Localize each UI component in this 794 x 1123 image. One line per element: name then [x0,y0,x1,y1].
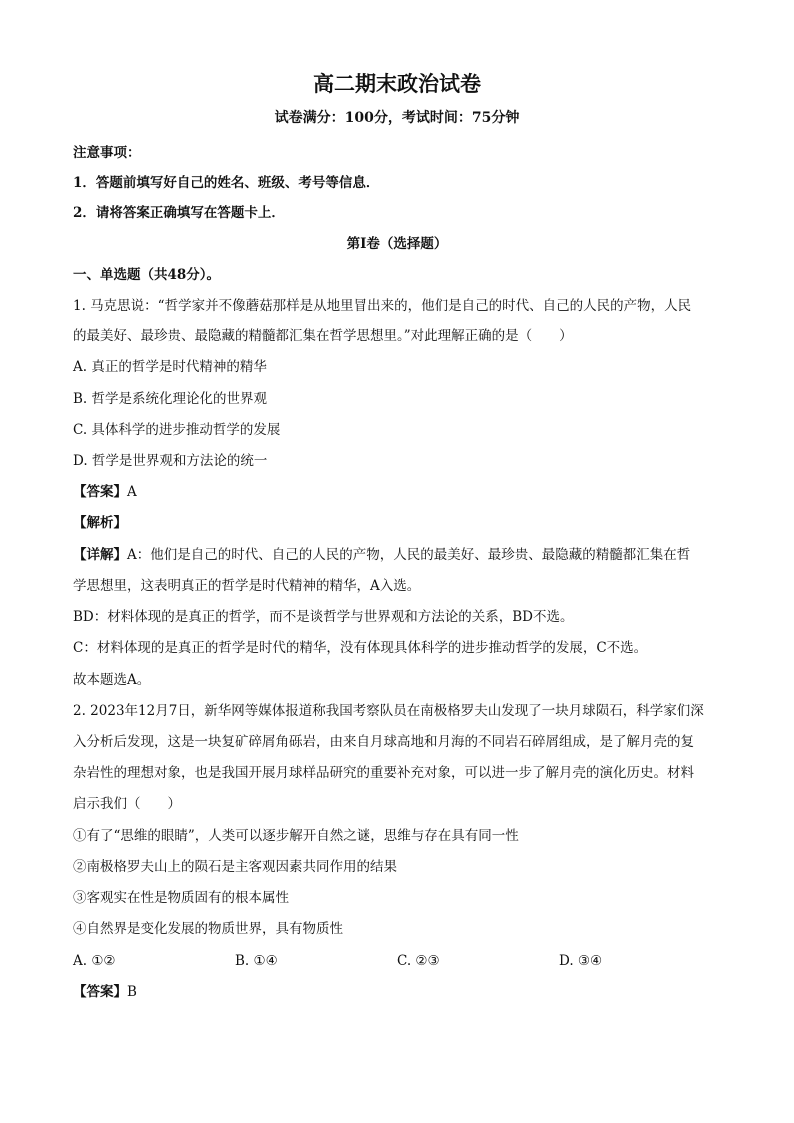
q1-option-c: C. 具体科学的进步推动哲学的发展 [73,422,281,438]
q2-option-d: D. ③④ [559,953,603,969]
volume-heading: 第I卷（选择题） [346,236,448,252]
detail-tag: 【详解】 [73,547,127,563]
analysis-tag: 【解析】 [73,515,127,531]
q1-option-b: B. 哲学是系统化理论化的世界观 [73,391,268,407]
q2-stem-line: 入分析后发现，这是一块复矿碎屑角砾岩，由来自月球高地和月海的不同岩石碎屑组成，是了解月壳的复 [73,734,694,750]
q2-statement: ②南极格罗夫山上的陨石是主客观因素共同作用的结果 [73,859,397,875]
answer-value: B [127,984,137,1000]
q1-detail-line [73,545,724,565]
answer-tag: 【答案】 [73,484,127,500]
q1-conclusion: 故本题选A。 [73,672,151,688]
q1-detail-line: C：材料体现的是真正的哲学是时代的精华，没有体现具体科学的进步推动哲学的发展，C不选。 [73,640,648,656]
answer-value: A [127,484,137,500]
q2-stem-line: 2. 2023年12月7日，新华网等媒体报道称我国考察队员在南极格罗夫山发现了一块月球陨石，科学家们深 [73,703,704,719]
notice-item: 2．请将答案正确填写在答题卡上． [73,205,285,221]
q1-stem-line: 1. 马克思说：“哲学家并不像蘑菇那样是从地里冒出来的，他们是自己的时代、自己的人民的产物，人民 [73,298,692,314]
q2-answer [73,982,724,1002]
q2-option-b: B. ①④ [235,953,278,969]
detail-text: A：他们是自己的时代、自己的人民的产物，人民的最美好、最珍贵、最隐藏的精髓都汇集在哲 [127,547,691,563]
q2-option-c: C. ②③ [397,953,440,969]
notice-item: 1．答题前填写好自己的姓名、班级、考号等信息． [73,175,380,191]
answer-tag: 【答案】 [73,984,127,1000]
notice-heading: 注意事项： [73,145,141,161]
q1-detail-line: 学思想里，这表明真正的哲学是时代精神的精华，A入选。 [73,578,421,594]
q2-statement: ④自然界是变化发展的物质世界，具有物质性 [73,921,343,937]
q2-option-a: A. ①② [73,953,116,969]
page-title: 高二期末政治试卷 [313,71,481,96]
q2-statement: ③客观实在性是物质固有的根本属性 [73,890,289,906]
exam-info: 试卷满分：100分，考试时间：75分钟 [274,110,520,126]
q2-stem-line: 启示我们（ ） [73,796,181,812]
q1-option-d: D. 哲学是世界观和方法论的统一 [73,453,268,469]
q1-detail-line: BD：材料体现的是真正的哲学，而不是谈哲学与世界观和方法论的关系，BD不选。 [73,609,574,625]
q1-stem-line: 的最美好、最珍贵、最隐藏的精髓都汇集在哲学思想里。”对此理解正确的是（ ） [73,328,573,344]
q2-options [73,951,724,971]
q1-answer [73,482,724,502]
q2-statement: ①有了“思维的眼睛”，人类可以逐步解开自然之谜，思维与存在具有同一性 [73,828,519,844]
section-heading: 一、单选题（共48分）。 [73,267,221,283]
q1-option-a: A. 真正的哲学是时代精神的精华 [73,359,267,375]
q2-stem-line: 杂岩性的理想对象，也是我国开展月球样品研究的重要补充对象，可以进一步了解月壳的演化历史。材料 [73,765,694,781]
